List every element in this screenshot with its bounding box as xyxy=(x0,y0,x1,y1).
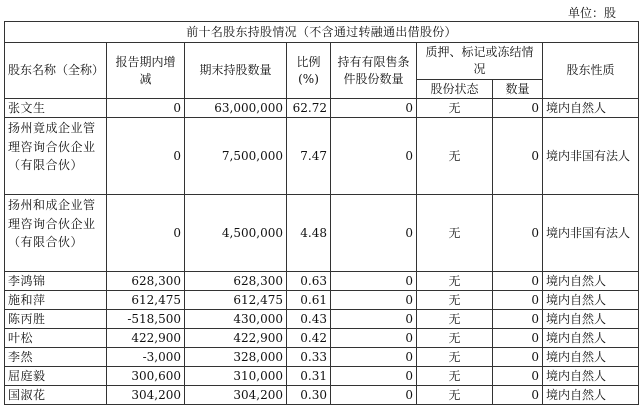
pledge-qty: 0 xyxy=(493,118,543,195)
pledge-status: 无 xyxy=(417,118,493,195)
restricted-shares: 0 xyxy=(331,310,417,329)
pledge-status: 无 xyxy=(417,386,493,405)
pledge-qty: 0 xyxy=(493,291,543,310)
shareholder-name: 扬州竟成企业管理咨询合伙企业（有限合伙） xyxy=(5,118,107,195)
pledge-status: 无 xyxy=(417,291,493,310)
shares-held: 310,000 xyxy=(185,367,287,386)
shareholder-nature: 境内自然人 xyxy=(543,348,639,367)
pledge-status: 无 xyxy=(417,195,493,272)
period-change: -3,000 xyxy=(107,348,185,367)
table-row xyxy=(5,348,639,367)
share-ratio: 0.33 xyxy=(287,348,331,367)
table-row xyxy=(5,367,639,386)
table-row xyxy=(5,310,639,329)
header-pledge-status: 股份状态 xyxy=(417,80,493,99)
shareholder-name: 施和萍 xyxy=(5,291,107,310)
shareholder-name: 扬州和成企业管理咨询合伙企业（有限合伙） xyxy=(5,195,107,272)
share-ratio: 0.63 xyxy=(287,272,331,291)
shareholder-name: 叶松 xyxy=(5,329,107,348)
shares-held: 304,200 xyxy=(185,386,287,405)
restricted-shares: 0 xyxy=(331,329,417,348)
shareholder-nature: 境内自然人 xyxy=(543,310,639,329)
pledge-qty: 0 xyxy=(493,195,543,272)
pledge-status: 无 xyxy=(417,329,493,348)
period-change: -518,500 xyxy=(107,310,185,329)
shareholder-nature: 境内自然人 xyxy=(543,291,639,310)
restricted-shares: 0 xyxy=(331,291,417,310)
shares-held: 7,500,000 xyxy=(185,118,287,195)
restricted-shares: 0 xyxy=(331,348,417,367)
shares-held: 628,300 xyxy=(185,272,287,291)
restricted-shares: 0 xyxy=(331,99,417,118)
pledge-status: 无 xyxy=(417,367,493,386)
shares-held: 4,500,000 xyxy=(185,195,287,272)
share-ratio: 0.42 xyxy=(287,329,331,348)
shares-held: 422,900 xyxy=(185,329,287,348)
header-nature: 股东性质 xyxy=(543,43,639,99)
period-change: 422,900 xyxy=(107,329,185,348)
pledge-status: 无 xyxy=(417,99,493,118)
restricted-shares: 0 xyxy=(331,195,417,272)
shareholder-nature: 境内非国有法人 xyxy=(543,195,639,272)
table-title: 前十名股东持股情况（不含通过转融通出借股份） xyxy=(5,22,639,43)
header-ratio: 比例(%) xyxy=(287,43,331,99)
header-name: 股东名称（全称） xyxy=(5,43,107,99)
shares-held: 430,000 xyxy=(185,310,287,329)
header-restricted: 持有有限售条件股份数量 xyxy=(331,43,417,99)
pledge-qty: 0 xyxy=(493,386,543,405)
pledge-qty: 0 xyxy=(493,272,543,291)
shares-held: 612,475 xyxy=(185,291,287,310)
shareholder-name: 陈丙胜 xyxy=(5,310,107,329)
shareholder-name: 国淑花 xyxy=(5,386,107,405)
header-pledge: 质押、标记或冻结情况 xyxy=(417,43,543,80)
shareholder-nature: 境内自然人 xyxy=(543,99,639,118)
share-ratio: 0.43 xyxy=(287,310,331,329)
shareholder-name: 张文生 xyxy=(5,99,107,118)
pledge-qty: 0 xyxy=(493,348,543,367)
top-ten-shareholders-table xyxy=(4,21,639,405)
period-change: 0 xyxy=(107,99,185,118)
pledge-status: 无 xyxy=(417,348,493,367)
restricted-shares: 0 xyxy=(331,118,417,195)
table-row xyxy=(5,329,639,348)
table-row xyxy=(5,291,639,310)
shareholder-nature: 境内非国有法人 xyxy=(543,118,639,195)
restricted-shares: 0 xyxy=(331,272,417,291)
share-ratio: 0.61 xyxy=(287,291,331,310)
pledge-qty: 0 xyxy=(493,329,543,348)
shares-held: 63,000,000 xyxy=(185,99,287,118)
shareholder-name: 李然 xyxy=(5,348,107,367)
header-change: 报告期内增减 xyxy=(107,43,185,99)
period-change: 304,200 xyxy=(107,386,185,405)
restricted-shares: 0 xyxy=(331,367,417,386)
shares-held: 328,000 xyxy=(185,348,287,367)
shareholder-nature: 境内自然人 xyxy=(543,386,639,405)
pledge-qty: 0 xyxy=(493,367,543,386)
period-change: 0 xyxy=(107,118,185,195)
period-change: 628,300 xyxy=(107,272,185,291)
pledge-status: 无 xyxy=(417,272,493,291)
table-row xyxy=(5,99,639,118)
share-ratio: 4.48 xyxy=(287,195,331,272)
table-row xyxy=(5,195,639,272)
header-held: 期末持股数量 xyxy=(185,43,287,99)
period-change: 0 xyxy=(107,195,185,272)
table-row xyxy=(5,272,639,291)
table-row xyxy=(5,118,639,195)
share-ratio: 7.47 xyxy=(287,118,331,195)
share-ratio: 62.72 xyxy=(287,99,331,118)
shareholder-nature: 境内自然人 xyxy=(543,272,639,291)
table-row xyxy=(5,386,639,405)
shareholder-nature: 境内自然人 xyxy=(543,329,639,348)
share-ratio: 0.30 xyxy=(287,386,331,405)
share-ratio: 0.31 xyxy=(287,367,331,386)
shareholder-nature: 境内自然人 xyxy=(543,367,639,386)
shareholder-name: 李鸿锦 xyxy=(5,272,107,291)
period-change: 612,475 xyxy=(107,291,185,310)
shareholder-name: 屈庭毅 xyxy=(5,367,107,386)
period-change: 300,600 xyxy=(107,367,185,386)
pledge-status: 无 xyxy=(417,310,493,329)
header-pledge-qty: 数量 xyxy=(493,80,543,99)
restricted-shares: 0 xyxy=(331,386,417,405)
pledge-qty: 0 xyxy=(493,99,543,118)
unit-label: 单位：股 xyxy=(568,6,617,20)
pledge-qty: 0 xyxy=(493,310,543,329)
